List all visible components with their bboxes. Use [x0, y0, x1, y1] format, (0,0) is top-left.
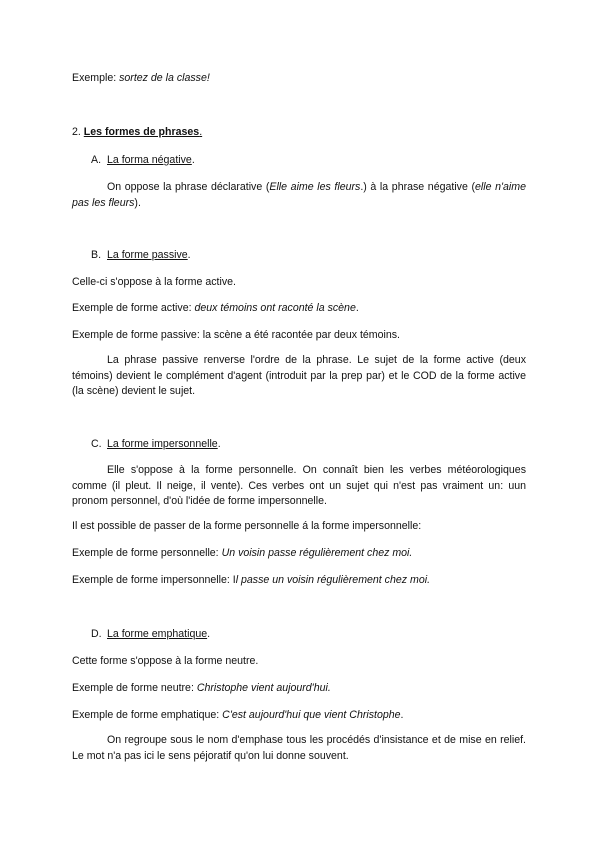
- subsection-a-paragraph: On oppose la phrase déclarative (Elle aime les fleurs.) à la phrase négative (elle n'aime pas les fleurs).: [72, 181, 527, 209]
- subsection-b-example-passive: Exemple de forme passive: la scène a été racontée par deux témoins.: [72, 329, 400, 341]
- example-imperative: Exemple: sortez de la classe!: [72, 72, 210, 84]
- subsection-d-paragraph: On regroupe sous le nom d'emphase tous les procédés d'insistance et de mise en relief. Le mot n'a pas ici le sens péjoratif qu'on lui donne souvent.: [72, 734, 526, 762]
- subsection-b-title: La forme passive: [107, 249, 188, 261]
- subsection-b-example-active: Exemple de forme active: deux témoins ont raconté la scène.: [72, 302, 359, 314]
- subsection-c-line1: Il est possible de passer de la forme personnelle á la forme impersonnelle:: [72, 520, 422, 532]
- subsection-a-title: La forma négative: [107, 154, 192, 166]
- subsection-b-paragraph: La phrase passive renverse l'ordre de la phrase. Le sujet de la forme active (deux témoins) devient le complément d'agent (introduit par la prep par) et le COD de la forme active (la scène) devient le sujet.: [72, 354, 526, 397]
- section-title: Les formes de phrases: [83, 126, 200, 138]
- subsection-b-line1: Celle-ci s'oppose à la forme active.: [72, 276, 236, 288]
- subsection-c-example-impersonnelle: Exemple de forme impersonnelle: Il passe un voisin régulièrement chez moi.: [72, 574, 431, 586]
- subsection-d-title: La forme emphatique: [107, 628, 208, 640]
- subsection-d-line1: Cette forme s'oppose à la forme neutre.: [72, 655, 259, 667]
- section-heading: 2. Les formes de phrases.: [72, 126, 203, 138]
- subsection-c-example-personnelle: Exemple de forme personnelle: Un voisin passe régulièrement chez moi.: [72, 547, 413, 559]
- example-imperative-text: sortez de la classe!: [119, 72, 210, 84]
- subsection-d-example-emphatique: Exemple de forme emphatique: C'est aujourd'hui que vient Christophe.: [72, 709, 404, 721]
- subsection-b-heading: B. La forme passive.: [91, 249, 191, 261]
- subsection-a-heading: A. La forma négative.: [91, 154, 195, 166]
- subsection-c-title: La forme impersonnelle: [107, 438, 218, 450]
- subsection-c-heading: C. La forme impersonnelle.: [91, 438, 221, 450]
- subsection-c-paragraph: Elle s'oppose à la forme personnelle. On connaît bien les verbes météorologiques comme (il pleut. Il neige, il vente). Ces verbes ont un sujet qui n'est pas vraiment un: uun pronom personnel, d'où l'idée de forme impersonnelle.: [72, 464, 526, 507]
- subsection-d-heading: D. La forme emphatique.: [91, 628, 211, 640]
- subsection-d-example-neutre: Exemple de forme neutre: Christophe vient aujourd'hui.: [72, 682, 331, 694]
